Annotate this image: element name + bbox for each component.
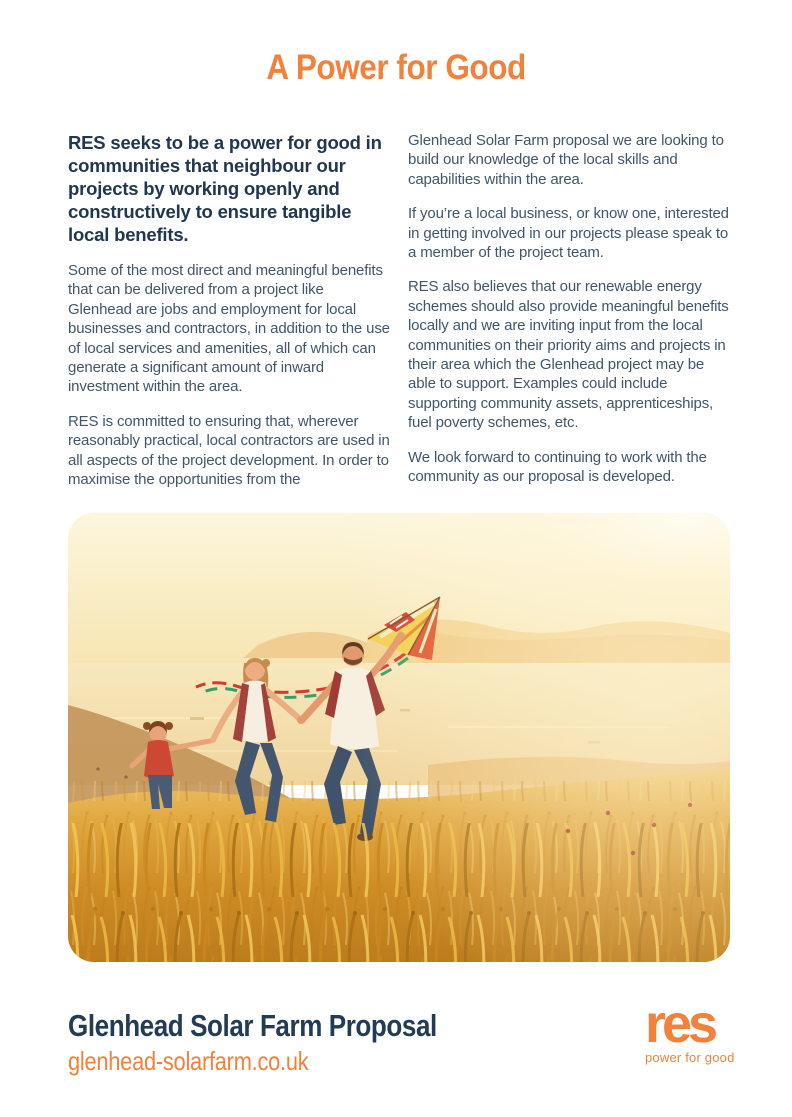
paragraph-skills: Glenhead Solar Farm proposal we are looking to build our knowledge of the local skills and capabilities within the area.: [408, 132, 724, 188]
paragraph-benefits: Some of the most direct and meaningful benefits that can be delivered from a project like Glenhead are jobs and employment for local businesses and contractors, in addition to the use of local services and amenities, all of which can generate a significant amount of inward investment within the area.: [68, 262, 390, 396]
res-logo: [645, 994, 745, 1066]
right-column: [408, 131, 730, 489]
intro-statement: RES seeks to be a power for good in communities that neighbour our projects by working openly and constructively to ensure tangible local benefits.: [68, 132, 382, 245]
res-logo-tagline: power for good: [645, 1050, 735, 1066]
footer-title: Glenhead Solar Farm Proposal: [68, 1008, 437, 1043]
title-row: [0, 48, 792, 88]
hero-photo: [68, 513, 730, 962]
hero-photo-illustration: [68, 513, 730, 962]
paragraph-closing: We look forward to continuing to work with the community as our proposal is developed.: [408, 448, 707, 486]
paragraph-local-business: If you’re a local business, or know one, interested in getting involved in our projects please speak to a member of the project team.: [408, 205, 729, 262]
paragraph-contractors: RES is committed to ensuring that, wherever reasonably practical, local contractors are used in all aspects of the project development. In order to maximise the opportunities from the: [68, 412, 390, 489]
sunlight-glow: [318, 513, 730, 962]
footer-website-link[interactable]: glenhead-solarfarm.co.uk: [68, 1046, 309, 1076]
res-logo-wordmark: res: [645, 994, 715, 1054]
page-title: A Power for Good: [266, 48, 526, 87]
paragraph-community-benefit: RES also believes that our renewable energy schemes should also provide meaningful benefits locally and we are inviting input from the local communities on their priority aims and projects in their area which the Glenhead project may be able to support. Examples could include supporting community assets, apprenticeships, fuel poverty schemes, etc.: [408, 278, 729, 432]
body-columns: [68, 131, 730, 489]
left-column: [68, 131, 390, 489]
